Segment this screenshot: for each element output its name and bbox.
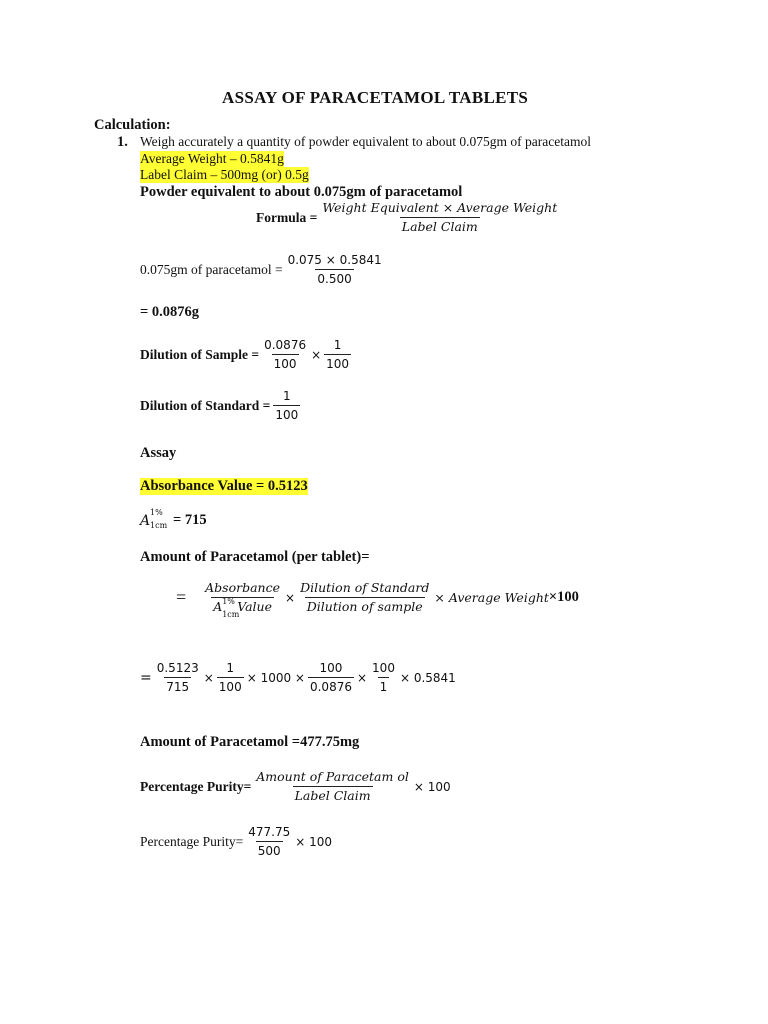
step-text: Weigh accurately a quantity of powder equivalent to about 0.075gm of paracetamol <box>140 134 592 149</box>
big-formula-fraction-1 <box>203 580 282 619</box>
calc1-lhs: 0.075gm of paracetamol = <box>140 261 283 277</box>
page-title: ASSAY OF PARACETAMOL TABLETS <box>222 88 529 107</box>
calc2-f2-num: 1 <box>226 661 235 675</box>
calc2-eq: = <box>140 669 152 686</box>
calc2-f4-den: 1 <box>378 677 390 695</box>
calc1-numerator: 0.075 × 0.5841 <box>287 253 382 267</box>
big-formula-tail: × Average Weight <box>434 590 549 605</box>
calc2-fraction-2 <box>217 660 244 695</box>
dilution-sample-line <box>140 337 351 372</box>
purity-formula-line <box>140 769 451 804</box>
amount-result: Amount of Paracetamol =477.75mg <box>140 734 360 750</box>
powder-heading: Powder equivalent to about 0.075gm of paracetamol <box>140 184 463 200</box>
purity-calc-line <box>140 824 332 859</box>
label-claim-highlight: Label Claim – 500mg (or) 0.5g <box>140 167 309 182</box>
assay-heading: Assay <box>140 445 177 461</box>
calc2-times-2: × <box>356 670 368 685</box>
formula-numerator: Weight Equivalent × Average Weight <box>322 200 558 215</box>
formula-denominator: Label Claim <box>401 219 478 234</box>
purity-calc-label: Percentage Purity= <box>140 833 244 849</box>
big-formula-eq: = <box>176 587 187 607</box>
dilution-standard-num: 1 <box>282 389 291 403</box>
big-formula-times: × <box>285 590 296 605</box>
big-formula-a-sub: 1cm <box>222 610 240 619</box>
calc2-mid: × 1000 × <box>246 670 305 685</box>
dilution-standard-den: 100 <box>273 405 300 423</box>
big-formula-times100: ×100 <box>548 589 579 605</box>
purity-formula-den: Label Claim <box>294 788 371 803</box>
purity-calc-fraction <box>246 824 292 859</box>
calc2-fraction-1 <box>155 660 201 695</box>
dilution-standard-line <box>140 388 300 423</box>
calc2-f3-den: 0.0876 <box>308 677 354 695</box>
big-formula-line <box>176 580 579 619</box>
big-formula-den-1 <box>211 597 274 619</box>
big-formula-value-text: Value <box>237 599 272 614</box>
dilution-standard-fraction <box>273 388 300 423</box>
big-formula-fraction-2 <box>298 580 431 615</box>
times-sign: × <box>311 347 322 362</box>
step-number: 1. <box>117 134 128 150</box>
big-formula-a-letter: A <box>213 599 223 614</box>
a1cm-value: = 715 <box>173 512 207 528</box>
calc1-fraction <box>286 252 384 287</box>
dilution-sample-fraction-1 <box>262 337 308 372</box>
calc1-denominator: 0.500 <box>315 269 353 287</box>
absorbance-highlight: Absorbance Value = 0.5123 <box>140 478 308 494</box>
calc2-f1-den: 715 <box>164 677 191 695</box>
calc2-fraction-3 <box>308 660 354 695</box>
calculation-heading: Calculation: <box>94 117 171 133</box>
calc2-times-1: × <box>203 670 214 685</box>
dilution-sample-label: Dilution of Sample = <box>140 346 260 362</box>
dilution-sample-fraction-2 <box>324 337 351 372</box>
calc2-f2-den: 100 <box>217 677 244 695</box>
purity-formula-num: Amount of Paracetam ol <box>256 769 409 784</box>
calc2-tail: × 0.5841 <box>399 670 456 685</box>
dilution-sample-den-2: 100 <box>324 354 351 372</box>
dilution-standard-label: Dilution of Standard = <box>140 397 271 413</box>
result-1: = 0.0876g <box>140 304 200 320</box>
big-formula-num-2: Dilution of Standard <box>300 580 430 595</box>
formula-label: Formula = <box>256 209 318 225</box>
calc2-fraction-4 <box>370 660 397 695</box>
dilution-sample-num-2: 1 <box>333 338 342 352</box>
purity-formula-label: Percentage Purity= <box>140 778 252 794</box>
purity-calc-num: 477.75 <box>248 825 291 839</box>
formula-line <box>256 200 559 235</box>
a1cm-sub: 1cm <box>150 520 168 530</box>
purity-formula-fraction <box>254 769 411 804</box>
dilution-sample-den-1: 100 <box>272 354 299 372</box>
big-formula-den-2: Dilution of sample <box>306 599 423 614</box>
dilution-sample-num-1: 0.0876 <box>264 338 307 352</box>
big-formula-a1cm <box>213 597 240 619</box>
a1cm-sup: 1% <box>150 507 163 517</box>
calc2-line <box>140 660 456 695</box>
big-formula-num-1: Absorbance <box>205 580 281 595</box>
average-weight-highlight: Average Weight – 0.5841g <box>140 151 284 166</box>
calc2-f3-num: 100 <box>319 661 343 675</box>
big-formula-a-sup: 1% <box>222 597 235 606</box>
a1cm-line <box>140 507 207 530</box>
formula-fraction <box>320 200 559 235</box>
purity-formula-tail: × 100 <box>413 779 451 794</box>
purity-calc-tail: × 100 <box>295 834 332 849</box>
purity-calc-den: 500 <box>256 841 283 859</box>
amount-heading: Amount of Paracetamol (per tablet)= <box>140 549 370 565</box>
a1cm-symbol <box>140 507 170 530</box>
calc1-line <box>140 252 384 287</box>
calc2-f4-num: 100 <box>372 661 395 675</box>
calc2-f1-num: 0.5123 <box>156 661 199 675</box>
a1cm-letter: A <box>140 512 151 529</box>
